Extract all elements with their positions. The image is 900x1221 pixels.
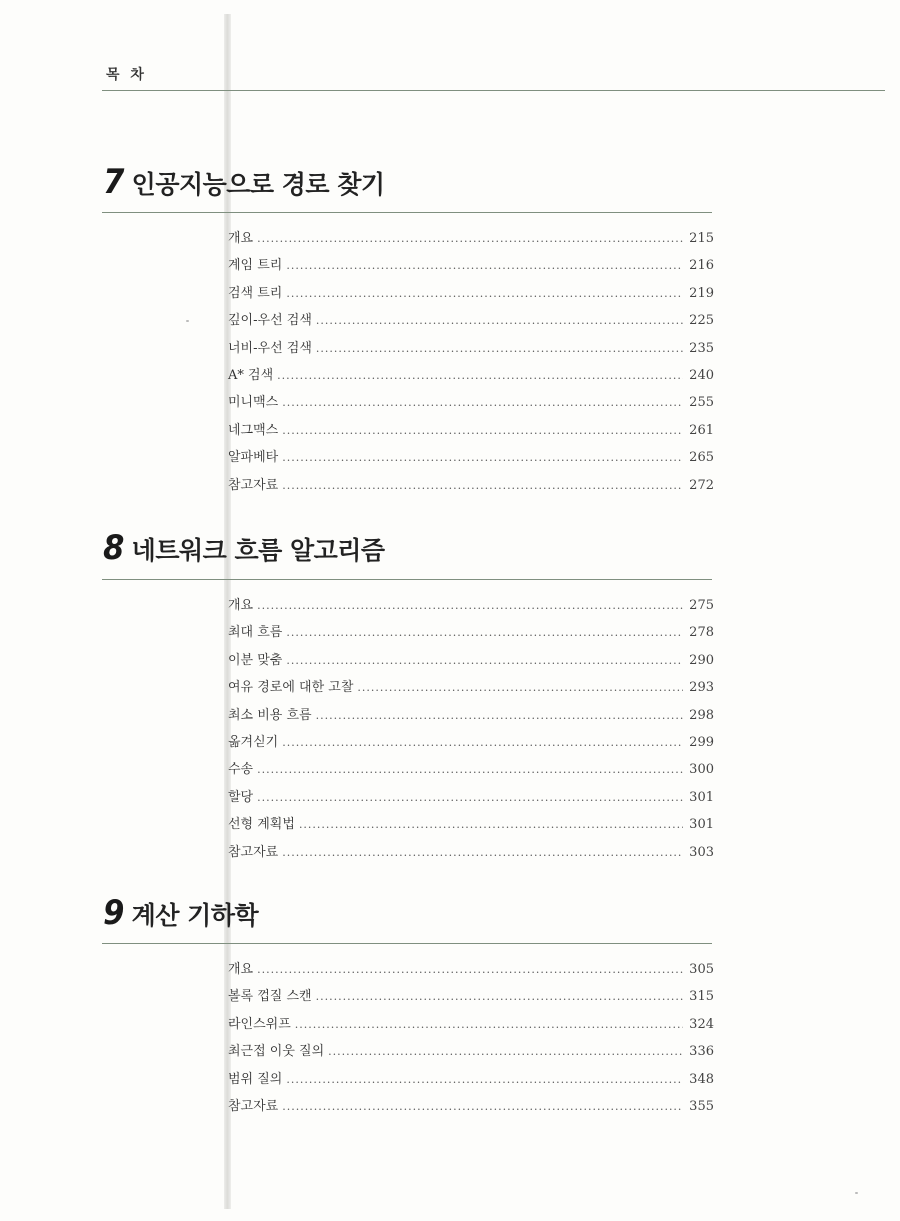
toc-entry (228, 309, 714, 336)
chapter-8-toc (228, 594, 714, 868)
toc-entry-title: 계임 트리 (228, 258, 283, 274)
toc-entry (228, 758, 714, 785)
dot-leader (257, 963, 683, 976)
toc-entry-page: 301 (689, 817, 714, 833)
dot-leader (257, 791, 683, 804)
toc-entry (228, 1040, 714, 1067)
toc-entry-title: 너비-우선 검색 (228, 340, 312, 356)
dot-leader (316, 342, 683, 355)
dot-leader (299, 818, 683, 831)
toc-entry-title: A* 검색 (228, 367, 274, 383)
toc-entry-title: 참고자료 (228, 1098, 279, 1114)
toc-entry-title: 개요 (228, 962, 254, 977)
toc-entry-title: 옮겨싣기 (228, 734, 279, 750)
toc-entry-title: 최대 흐름 (228, 625, 283, 641)
toc-entry-page: 225 (689, 313, 714, 329)
toc-entry-page: 235 (689, 340, 714, 356)
chapter-title: 인공지능으로 경로 찾기 (131, 170, 385, 199)
toc-entry (228, 419, 714, 446)
toc-entry-page: 300 (689, 762, 714, 778)
toc-entry-title: 참고자료 (228, 844, 279, 860)
toc-entry-page: 219 (689, 285, 714, 301)
chapter-rule (102, 579, 712, 580)
chapter-number: 9 (103, 893, 125, 933)
toc-entry-page: 303 (689, 844, 714, 860)
toc-entry (228, 227, 714, 254)
toc-entry (228, 704, 714, 731)
dot-leader (286, 626, 683, 639)
dot-leader (277, 369, 683, 382)
dot-leader (316, 709, 684, 722)
chapter-title: 네트워크 흐름 알고리즘 (131, 536, 385, 565)
chapter-9-toc (228, 958, 714, 1122)
toc-entry (228, 985, 714, 1012)
toc-entry-title: 선형 계획법 (228, 817, 295, 833)
chapter-7-toc (228, 227, 714, 501)
toc-entry-title: 볼록 껍질 스캔 (228, 989, 312, 1005)
toc-entry-title: 미니맥스 (228, 395, 279, 411)
toc-entry-page: 301 (689, 789, 714, 805)
chapter-rule (102, 943, 712, 944)
toc-entry-title: 참고자료 (228, 477, 279, 493)
toc-entry (228, 594, 714, 621)
dot-leader (316, 990, 684, 1003)
toc-entry-page: 348 (689, 1071, 714, 1087)
toc-entry-title: 여유 경로에 대한 고찰 (228, 680, 354, 696)
dot-leader (282, 451, 683, 464)
toc-entry-page: 299 (689, 734, 714, 750)
toc-entry (228, 282, 714, 309)
toc-entry-page: 278 (689, 625, 714, 641)
toc-entry-title: 수송 (228, 762, 254, 778)
scan-speck (186, 320, 189, 322)
toc-entry (228, 1013, 714, 1040)
toc-entry (228, 621, 714, 648)
toc-entry (228, 841, 714, 868)
dot-leader (282, 479, 683, 492)
toc-entry (228, 391, 714, 418)
dot-leader (282, 1100, 683, 1113)
toc-entry-page: 275 (689, 598, 714, 613)
toc-entry-page: 298 (689, 707, 714, 723)
dot-leader (257, 232, 683, 245)
dot-leader (316, 314, 683, 327)
toc-entry-page: 336 (689, 1044, 714, 1060)
toc-entry-title: 라인스위프 (228, 1016, 291, 1032)
dot-leader (328, 1045, 683, 1058)
chapter-rule (102, 212, 712, 213)
toc-entry (228, 786, 714, 813)
toc-entry-title: 알파베타 (228, 450, 279, 466)
header-rule (102, 90, 885, 91)
chapter-number: 8 (103, 528, 125, 568)
dot-leader (286, 259, 683, 272)
dot-leader (295, 1018, 683, 1031)
dot-leader (282, 736, 683, 749)
toc-entry-title: 이분 맞춤 (228, 652, 283, 668)
toc-entry-title: 최소 비용 흐름 (228, 707, 312, 723)
dot-leader (282, 846, 683, 859)
toc-entry-title: 범위 질의 (228, 1071, 283, 1087)
dot-leader (282, 424, 683, 437)
dot-leader (286, 1073, 683, 1086)
dot-leader (286, 287, 683, 300)
toc-entry-title: 할당 (228, 789, 254, 805)
toc-entry-title: 검색 트리 (228, 285, 283, 301)
toc-entry (228, 364, 714, 391)
toc-entry (228, 676, 714, 703)
chapter-9-heading (102, 893, 258, 933)
toc-entry-page: 265 (689, 450, 714, 466)
toc-entry (228, 474, 714, 501)
chapter-title: 계산 기하학 (131, 901, 259, 930)
toc-entry-page: 293 (689, 680, 714, 696)
toc-entry-page: 290 (689, 652, 714, 668)
chapter-number: 7 (103, 162, 125, 202)
toc-entry-page: 255 (689, 395, 714, 411)
toc-entry-title: 개요 (228, 598, 254, 613)
toc-entry-title: 깊이-우선 검색 (228, 313, 312, 329)
chapter-8-heading (102, 528, 385, 568)
toc-entry (228, 813, 714, 840)
dot-leader (357, 681, 683, 694)
toc-entry-page: 272 (689, 477, 714, 493)
running-header: 목 차 (106, 67, 147, 83)
toc-entry-title: 개요 (228, 231, 254, 246)
toc-entry (228, 649, 714, 676)
toc-entry (228, 337, 714, 364)
toc-entry-page: 215 (689, 231, 714, 246)
toc-entry-page: 355 (689, 1098, 714, 1114)
toc-entry (228, 731, 714, 758)
toc-entry-title: 최근접 이웃 질의 (228, 1044, 325, 1060)
dot-leader (282, 396, 683, 409)
toc-entry-page: 324 (689, 1016, 714, 1032)
toc-entry (228, 254, 714, 281)
dot-leader (257, 599, 683, 612)
toc-entry-page: 305 (689, 962, 714, 977)
toc-entry (228, 1068, 714, 1095)
toc-entry (228, 958, 714, 985)
toc-entry-title: 네그맥스 (228, 422, 279, 438)
toc-entry-page: 240 (689, 367, 714, 383)
dot-leader (257, 763, 683, 776)
toc-entry-page: 216 (689, 258, 714, 274)
toc-entry (228, 1095, 714, 1122)
toc-entry-page: 261 (689, 422, 714, 438)
scan-speck (855, 1192, 858, 1194)
dot-leader (286, 654, 683, 667)
toc-entry-page: 315 (689, 989, 714, 1005)
toc-entry (228, 446, 714, 473)
chapter-7-heading (102, 162, 385, 202)
